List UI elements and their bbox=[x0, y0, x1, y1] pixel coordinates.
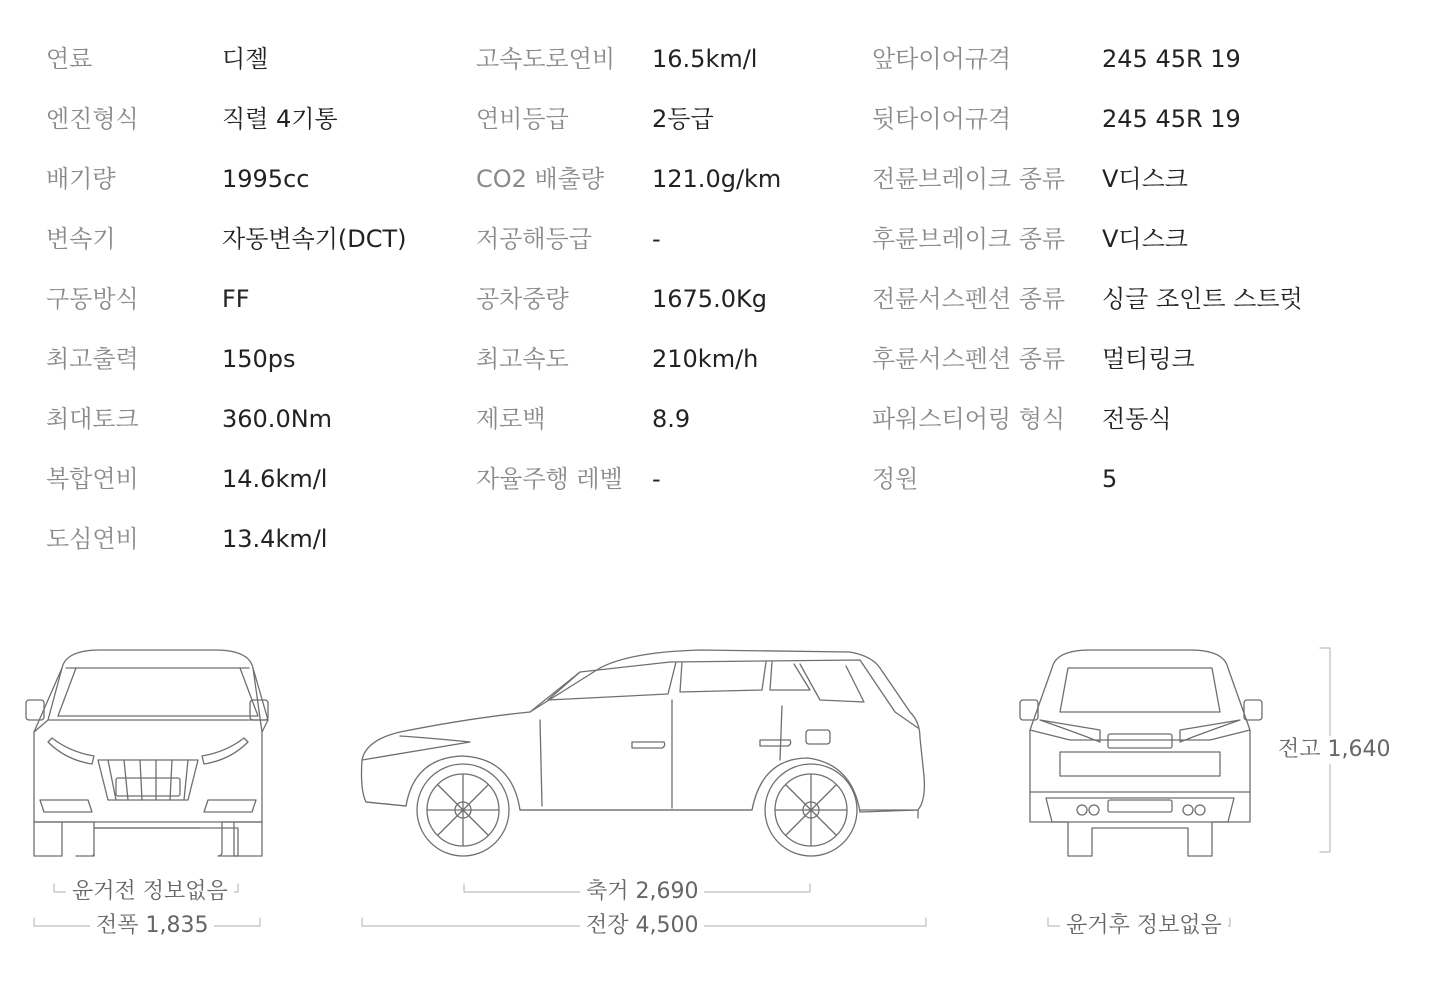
spec-value-displacement: 1995cc bbox=[222, 165, 310, 193]
spec-value-autonomy-level: - bbox=[652, 465, 661, 493]
spec-label-front-tire: 앞타이어규격 bbox=[872, 45, 1012, 73]
spec-label-efficiency-grade: 연비등급 bbox=[476, 105, 569, 133]
spec-label-drivetrain: 구동방식 bbox=[46, 285, 139, 313]
spec-label-engine-type: 엔진형식 bbox=[46, 105, 139, 133]
spec-label-low-emission-grade: 저공해등급 bbox=[476, 225, 592, 253]
spec-label-combined-mpg: 복합연비 bbox=[46, 465, 139, 493]
spec-value-engine-type: 직렬 4기통 bbox=[222, 105, 338, 133]
front-track-label: 윤거전 정보없음 bbox=[66, 878, 234, 906]
spec-value-city-mpg: 13.4km/l bbox=[222, 525, 328, 553]
spec-label-curb-weight: 공차중량 bbox=[476, 285, 569, 313]
spec-label-transmission: 변속기 bbox=[46, 225, 116, 253]
wheelbase-label: 축거 2,690 bbox=[580, 878, 704, 906]
spec-label-zero-to-hundred: 제로백 bbox=[476, 405, 546, 433]
spec-value-top-speed: 210km/h bbox=[652, 345, 759, 373]
spec-value-power-steering: 전동식 bbox=[1102, 405, 1172, 433]
spec-value-max-torque: 360.0Nm bbox=[222, 405, 333, 433]
spec-label-co2: CO2 배출량 bbox=[476, 165, 605, 193]
spec-value-front-brake: V디스크 bbox=[1102, 165, 1188, 193]
spec-value-combined-mpg: 14.6km/l bbox=[222, 465, 328, 493]
spec-label-highway-mpg: 고속도로연비 bbox=[476, 45, 616, 73]
spec-value-front-tire: 245 45R 19 bbox=[1102, 45, 1241, 73]
overall-width-label: 전폭 1,835 bbox=[90, 912, 214, 940]
spec-value-transmission: 자동변속기(DCT) bbox=[222, 225, 407, 253]
car-side-view bbox=[362, 650, 925, 856]
spec-label-max-power: 최고출력 bbox=[46, 345, 139, 373]
spec-value-rear-tire: 245 45R 19 bbox=[1102, 105, 1241, 133]
spec-label-fuel: 연료 bbox=[46, 45, 93, 73]
spec-label-front-suspension: 전륜서스펜션 종류 bbox=[872, 285, 1066, 313]
spec-label-displacement: 배기량 bbox=[46, 165, 116, 193]
spec-value-fuel: 디젤 bbox=[222, 45, 269, 73]
spec-label-max-torque: 최대토크 bbox=[46, 405, 139, 433]
spec-value-curb-weight: 1675.0Kg bbox=[652, 285, 767, 313]
spec-label-rear-brake: 후륜브레이크 종류 bbox=[872, 225, 1066, 253]
car-rear-view bbox=[1020, 650, 1262, 856]
rear-track-label: 윤거후 정보없음 bbox=[1060, 912, 1228, 940]
spec-label-rear-tire: 뒷타이어규격 bbox=[872, 105, 1012, 133]
spec-label-rear-suspension: 후륜서스펜션 종류 bbox=[872, 345, 1066, 373]
spec-label-front-brake: 전륜브레이크 종류 bbox=[872, 165, 1066, 193]
spec-label-autonomy-level: 자율주행 레벨 bbox=[476, 465, 623, 493]
spec-value-seating-capacity: 5 bbox=[1102, 465, 1118, 493]
spec-value-rear-brake: V디스크 bbox=[1102, 225, 1188, 253]
spec-label-top-speed: 최고속도 bbox=[476, 345, 569, 373]
spec-value-zero-to-hundred: 8.9 bbox=[652, 405, 691, 433]
spec-value-highway-mpg: 16.5km/l bbox=[652, 45, 758, 73]
spec-value-low-emission-grade: - bbox=[652, 225, 661, 253]
spec-value-rear-suspension: 멀티링크 bbox=[1102, 345, 1195, 373]
spec-label-seating-capacity: 정원 bbox=[872, 465, 919, 493]
car-front-view bbox=[26, 650, 268, 856]
overall-height-label: 전고 1,640 bbox=[1272, 736, 1396, 764]
spec-value-drivetrain: FF bbox=[222, 285, 250, 313]
spec-value-max-power: 150ps bbox=[222, 345, 296, 373]
spec-label-power-steering: 파워스티어링 형식 bbox=[872, 405, 1066, 433]
spec-value-efficiency-grade: 2등급 bbox=[652, 105, 714, 133]
spec-value-co2: 121.0g/km bbox=[652, 165, 782, 193]
spec-label-city-mpg: 도심연비 bbox=[46, 525, 139, 553]
spec-value-front-suspension: 싱글 조인트 스트럿 bbox=[1102, 285, 1303, 313]
overall-length-label: 전장 4,500 bbox=[580, 912, 704, 940]
